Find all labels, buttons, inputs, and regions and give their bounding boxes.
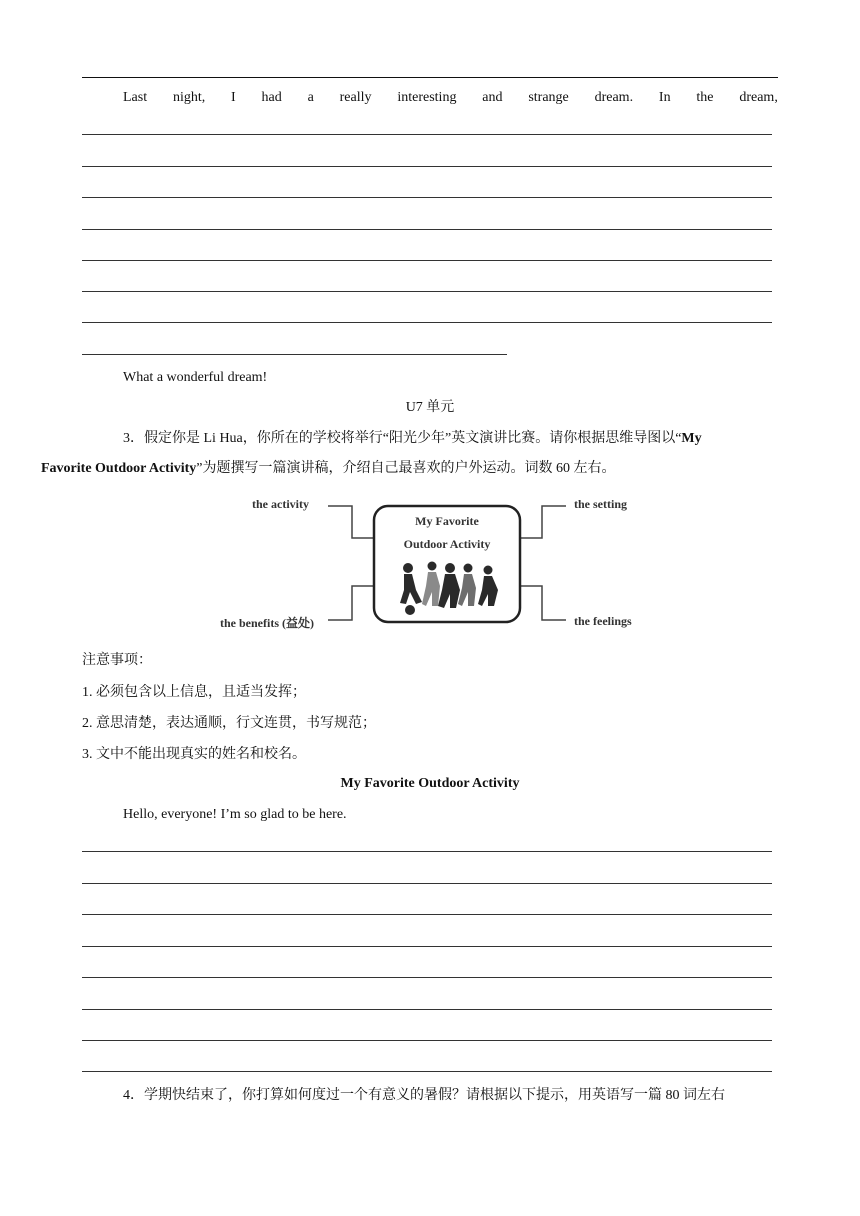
opening-word: really <box>339 90 372 105</box>
answer-line <box>82 914 772 915</box>
answer-line <box>82 851 772 852</box>
opening-word: dream, <box>739 90 778 105</box>
answer-line <box>82 977 772 978</box>
opening-word: night, <box>172 90 206 105</box>
task3-title-bold1: My <box>681 431 702 446</box>
answer-line <box>82 883 772 884</box>
unit-heading: U7 单元 <box>405 400 455 415</box>
mind-map-bottom-right: the feelings <box>574 614 632 628</box>
mind-map-top-right: the setting <box>574 497 627 511</box>
mind-map-top-left: the activity <box>252 497 309 511</box>
dream-opening-line <box>123 83 778 113</box>
answer-line <box>82 946 772 947</box>
answer-line-short <box>82 354 507 355</box>
opening-word: and <box>482 90 503 105</box>
note-item: 3. 文中不能出现真实的姓名和校名。 <box>82 747 306 762</box>
answer-line <box>82 1009 772 1010</box>
top-divider <box>82 77 778 78</box>
answer-line <box>82 134 772 135</box>
answer-line <box>82 1071 772 1072</box>
opening-word: In <box>658 90 671 105</box>
opening-word: dream. <box>594 90 634 105</box>
essay-title: My Favorite Outdoor Activity <box>340 776 520 791</box>
task3-prompt-part2: ”为题撰写一篇演讲稿，介绍自己最喜欢的户外运动。词数 60 左右。 <box>196 461 616 476</box>
mind-map-center-line2: Outdoor Activity <box>403 537 491 551</box>
note-item: 1. 必须包含以上信息，且适当发挥； <box>82 685 306 700</box>
opening-word: a <box>307 90 314 105</box>
answer-line <box>82 197 772 198</box>
opening-word: the <box>696 90 714 105</box>
answer-line <box>82 322 772 323</box>
opening-word: Last <box>123 90 148 105</box>
answer-line <box>82 166 772 167</box>
answer-line <box>82 291 772 292</box>
notes-title: 注意事项： <box>82 653 152 668</box>
opening-word: interesting <box>397 90 457 105</box>
mind-map-bottom-left: the benefits (益处) <box>220 616 314 630</box>
mind-map <box>210 490 660 640</box>
opening-word: I <box>231 90 236 105</box>
opening-word: had <box>261 90 282 105</box>
task3-prompt-part1: 3．假定你是 Li Hua，你所在的学校将举行“阳光少年”英文演讲比赛。请你根据思维导图以“ <box>123 431 682 446</box>
dream-closing: What a wonderful dream! <box>123 370 268 385</box>
answer-line <box>82 229 772 230</box>
task3-title-bold2: Favorite Outdoor Activity <box>41 461 197 476</box>
essay-opening: Hello, everyone! I’m so glad to be here. <box>123 807 347 822</box>
mind-map-center-line1: My Favorite <box>415 514 479 528</box>
answer-line <box>82 1040 772 1041</box>
note-item: 2. 意思清楚，表达通顺，行文连贯，书写规范； <box>82 716 376 731</box>
task4-prompt: 4．学期快结束了，你打算如何度过一个有意义的暑假？请根据以下提示，用英语写一篇 80 词左右 <box>123 1088 725 1103</box>
opening-word: strange <box>528 90 569 105</box>
task3-prompt <box>41 424 778 484</box>
answer-line <box>82 260 772 261</box>
